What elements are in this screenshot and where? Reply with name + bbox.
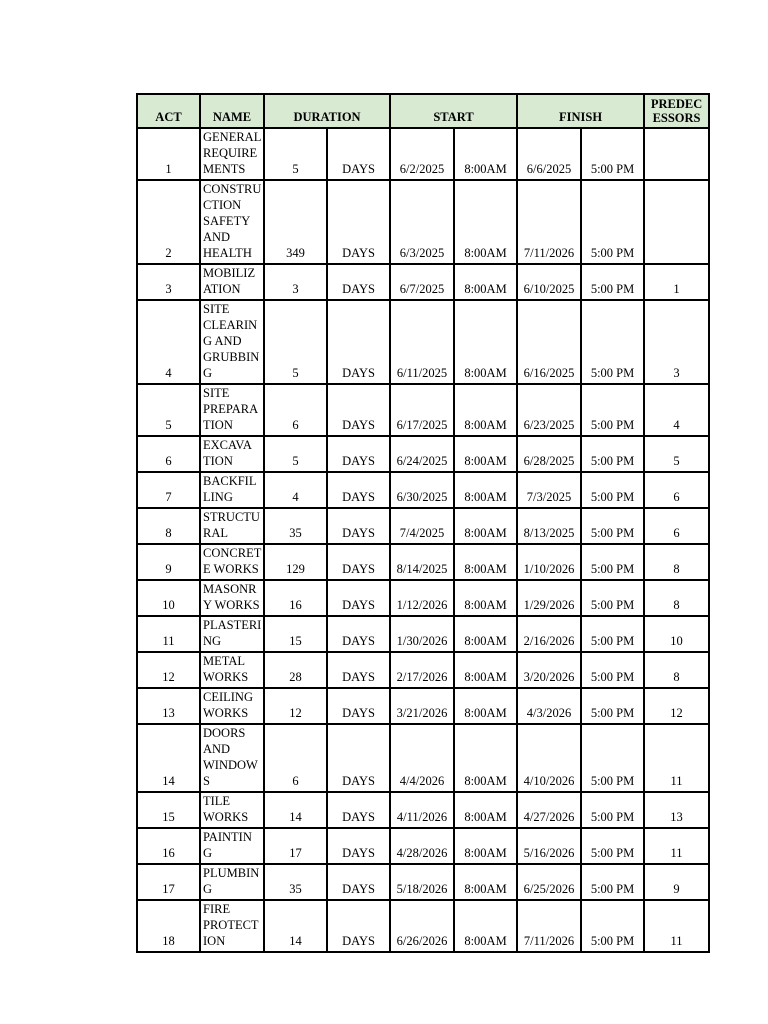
predecessor-cell: 9: [644, 864, 709, 900]
finish-time-cell: 5:00 PM: [581, 300, 644, 384]
predecessor-cell: 3: [644, 300, 709, 384]
finish-time-cell: 5:00 PM: [581, 384, 644, 436]
duration-cell: 12: [264, 688, 327, 724]
finish-time-cell: 5:00 PM: [581, 828, 644, 864]
act-cell: 2: [137, 180, 200, 264]
duration-cell: 129: [264, 544, 327, 580]
duration-unit-cell: DAYS: [327, 264, 390, 300]
name-cell: TILE WORKS: [200, 792, 264, 828]
table-row: [137, 580, 709, 616]
duration-cell: 349: [264, 180, 327, 264]
duration-cell: 5: [264, 128, 327, 180]
act-cell: 13: [137, 688, 200, 724]
header-finish: FINISH: [517, 94, 644, 128]
start-time-cell: 8:00AM: [454, 652, 517, 688]
duration-cell: 16: [264, 580, 327, 616]
duration-unit-cell: DAYS: [327, 128, 390, 180]
duration-unit-cell: DAYS: [327, 688, 390, 724]
duration-unit-cell: DAYS: [327, 580, 390, 616]
start-date-cell: 6/2/2025: [390, 128, 454, 180]
finish-date-cell: 7/11/2026: [517, 180, 581, 264]
name-cell: CONCRET E WORKS: [200, 544, 264, 580]
duration-unit-cell: DAYS: [327, 472, 390, 508]
finish-date-cell: 1/29/2026: [517, 580, 581, 616]
name-cell: BACKFIL LING: [200, 472, 264, 508]
predecessor-cell: [644, 180, 709, 264]
table-row: [137, 792, 709, 828]
finish-date-cell: 5/16/2026: [517, 828, 581, 864]
duration-unit-cell: DAYS: [327, 544, 390, 580]
predecessor-cell: 11: [644, 828, 709, 864]
predecessor-cell: 11: [644, 724, 709, 792]
start-date-cell: 6/24/2025: [390, 436, 454, 472]
finish-date-cell: 6/6/2025: [517, 128, 581, 180]
predecessor-cell: 13: [644, 792, 709, 828]
act-cell: 8: [137, 508, 200, 544]
finish-time-cell: 5:00 PM: [581, 580, 644, 616]
finish-date-cell: 6/28/2025: [517, 436, 581, 472]
act-cell: 17: [137, 864, 200, 900]
duration-cell: 17: [264, 828, 327, 864]
start-time-cell: 8:00AM: [454, 264, 517, 300]
start-date-cell: 5/18/2026: [390, 864, 454, 900]
table-row: [137, 436, 709, 472]
table-row: [137, 180, 709, 264]
finish-date-cell: 4/27/2026: [517, 792, 581, 828]
act-cell: 10: [137, 580, 200, 616]
act-cell: 9: [137, 544, 200, 580]
name-cell: MOBILIZ ATION: [200, 264, 264, 300]
name-cell: CEILING WORKS: [200, 688, 264, 724]
table-row: [137, 264, 709, 300]
start-date-cell: 6/3/2025: [390, 180, 454, 264]
header-predecessors: PREDEC ESSORS: [644, 94, 709, 128]
finish-time-cell: 5:00 PM: [581, 688, 644, 724]
finish-time-cell: 5:00 PM: [581, 264, 644, 300]
predecessor-cell: 11: [644, 900, 709, 952]
table-row: [137, 616, 709, 652]
duration-unit-cell: DAYS: [327, 900, 390, 952]
header-start: START: [390, 94, 517, 128]
start-date-cell: 6/26/2026: [390, 900, 454, 952]
start-time-cell: 8:00AM: [454, 300, 517, 384]
act-cell: 11: [137, 616, 200, 652]
predecessor-cell: 1: [644, 264, 709, 300]
finish-date-cell: 7/11/2026: [517, 900, 581, 952]
duration-unit-cell: DAYS: [327, 724, 390, 792]
finish-time-cell: 5:00 PM: [581, 864, 644, 900]
duration-unit-cell: DAYS: [327, 652, 390, 688]
act-cell: 3: [137, 264, 200, 300]
table-row: [137, 300, 709, 384]
finish-date-cell: 4/10/2026: [517, 724, 581, 792]
start-date-cell: 2/17/2026: [390, 652, 454, 688]
finish-date-cell: 2/16/2026: [517, 616, 581, 652]
finish-date-cell: 4/3/2026: [517, 688, 581, 724]
finish-time-cell: 5:00 PM: [581, 724, 644, 792]
predecessor-cell: 4: [644, 384, 709, 436]
start-time-cell: 8:00AM: [454, 580, 517, 616]
start-date-cell: 6/30/2025: [390, 472, 454, 508]
finish-time-cell: 5:00 PM: [581, 792, 644, 828]
table-row: [137, 828, 709, 864]
name-cell: FIRE PROTECT ION: [200, 900, 264, 952]
act-cell: 12: [137, 652, 200, 688]
act-cell: 14: [137, 724, 200, 792]
start-time-cell: 8:00AM: [454, 792, 517, 828]
table-row: [137, 384, 709, 436]
name-cell: DOORS AND WINDOW S: [200, 724, 264, 792]
duration-cell: 14: [264, 792, 327, 828]
duration-unit-cell: DAYS: [327, 436, 390, 472]
start-date-cell: 4/11/2026: [390, 792, 454, 828]
start-date-cell: 4/28/2026: [390, 828, 454, 864]
predecessor-cell: 8: [644, 652, 709, 688]
predecessor-cell: [644, 128, 709, 180]
predecessor-cell: 6: [644, 472, 709, 508]
start-time-cell: 8:00AM: [454, 864, 517, 900]
start-time-cell: 8:00AM: [454, 128, 517, 180]
act-cell: 4: [137, 300, 200, 384]
finish-date-cell: 7/3/2025: [517, 472, 581, 508]
start-date-cell: 6/11/2025: [390, 300, 454, 384]
name-cell: MASONR Y WORKS: [200, 580, 264, 616]
act-cell: 7: [137, 472, 200, 508]
finish-time-cell: 5:00 PM: [581, 128, 644, 180]
duration-unit-cell: DAYS: [327, 616, 390, 652]
duration-cell: 6: [264, 384, 327, 436]
finish-date-cell: 1/10/2026: [517, 544, 581, 580]
header-row: [137, 94, 709, 128]
duration-cell: 6: [264, 724, 327, 792]
table-row: [137, 652, 709, 688]
finish-date-cell: 6/25/2026: [517, 864, 581, 900]
start-time-cell: 8:00AM: [454, 544, 517, 580]
name-cell: PAINTIN G: [200, 828, 264, 864]
start-date-cell: 3/21/2026: [390, 688, 454, 724]
start-date-cell: 6/7/2025: [390, 264, 454, 300]
name-cell: EXCAVA TION: [200, 436, 264, 472]
name-cell: GENERAL REQUIRE MENTS: [200, 128, 264, 180]
finish-time-cell: 5:00 PM: [581, 180, 644, 264]
duration-cell: 35: [264, 864, 327, 900]
table-row: [137, 724, 709, 792]
header-duration: DURATION: [264, 94, 390, 128]
finish-date-cell: 6/16/2025: [517, 300, 581, 384]
finish-time-cell: 5:00 PM: [581, 508, 644, 544]
name-cell: PLUMBIN G: [200, 864, 264, 900]
duration-cell: 3: [264, 264, 327, 300]
table-row: [137, 688, 709, 724]
finish-date-cell: 8/13/2025: [517, 508, 581, 544]
finish-time-cell: 5:00 PM: [581, 472, 644, 508]
start-time-cell: 8:00AM: [454, 508, 517, 544]
table-row: [137, 508, 709, 544]
act-cell: 6: [137, 436, 200, 472]
duration-unit-cell: DAYS: [327, 508, 390, 544]
duration-cell: 35: [264, 508, 327, 544]
start-time-cell: 8:00AM: [454, 688, 517, 724]
start-time-cell: 8:00AM: [454, 384, 517, 436]
act-cell: 16: [137, 828, 200, 864]
duration-unit-cell: DAYS: [327, 300, 390, 384]
duration-cell: 5: [264, 300, 327, 384]
header-act: ACT: [137, 94, 200, 128]
duration-cell: 4: [264, 472, 327, 508]
act-cell: 18: [137, 900, 200, 952]
finish-time-cell: 5:00 PM: [581, 544, 644, 580]
finish-time-cell: 5:00 PM: [581, 616, 644, 652]
table-row: [137, 472, 709, 508]
start-date-cell: 6/17/2025: [390, 384, 454, 436]
schedule-table: [136, 93, 710, 953]
duration-unit-cell: DAYS: [327, 864, 390, 900]
finish-date-cell: 6/23/2025: [517, 384, 581, 436]
finish-time-cell: 5:00 PM: [581, 436, 644, 472]
duration-unit-cell: DAYS: [327, 384, 390, 436]
finish-time-cell: 5:00 PM: [581, 652, 644, 688]
name-cell: SITE PREPARA TION: [200, 384, 264, 436]
predecessor-cell: 6: [644, 508, 709, 544]
finish-date-cell: 6/10/2025: [517, 264, 581, 300]
table-row: [137, 864, 709, 900]
predecessor-cell: 12: [644, 688, 709, 724]
predecessor-cell: 10: [644, 616, 709, 652]
duration-cell: 5: [264, 436, 327, 472]
finish-time-cell: 5:00 PM: [581, 900, 644, 952]
predecessor-cell: 8: [644, 544, 709, 580]
duration-unit-cell: DAYS: [327, 180, 390, 264]
duration-unit-cell: DAYS: [327, 828, 390, 864]
duration-cell: 15: [264, 616, 327, 652]
start-date-cell: 1/12/2026: [390, 580, 454, 616]
act-cell: 5: [137, 384, 200, 436]
start-time-cell: 8:00AM: [454, 180, 517, 264]
start-time-cell: 8:00AM: [454, 436, 517, 472]
name-cell: METAL WORKS: [200, 652, 264, 688]
table-row: [137, 900, 709, 952]
name-cell: STRUCTU RAL: [200, 508, 264, 544]
start-date-cell: 4/4/2026: [390, 724, 454, 792]
start-time-cell: 8:00AM: [454, 828, 517, 864]
name-cell: CONSTRU CTION SAFETY AND HEALTH: [200, 180, 264, 264]
table-row: [137, 128, 709, 180]
table-row: [137, 544, 709, 580]
start-time-cell: 8:00AM: [454, 900, 517, 952]
start-time-cell: 8:00AM: [454, 472, 517, 508]
act-cell: 1: [137, 128, 200, 180]
start-date-cell: 8/14/2025: [390, 544, 454, 580]
predecessor-cell: 5: [644, 436, 709, 472]
act-cell: 15: [137, 792, 200, 828]
name-cell: SITE CLEARIN G AND GRUBBIN G: [200, 300, 264, 384]
predecessor-cell: 8: [644, 580, 709, 616]
duration-cell: 14: [264, 900, 327, 952]
finish-date-cell: 3/20/2026: [517, 652, 581, 688]
start-date-cell: 1/30/2026: [390, 616, 454, 652]
duration-cell: 28: [264, 652, 327, 688]
start-time-cell: 8:00AM: [454, 616, 517, 652]
name-cell: PLASTERI NG: [200, 616, 264, 652]
start-date-cell: 7/4/2025: [390, 508, 454, 544]
duration-unit-cell: DAYS: [327, 792, 390, 828]
header-name: NAME: [200, 94, 264, 128]
start-time-cell: 8:00AM: [454, 724, 517, 792]
